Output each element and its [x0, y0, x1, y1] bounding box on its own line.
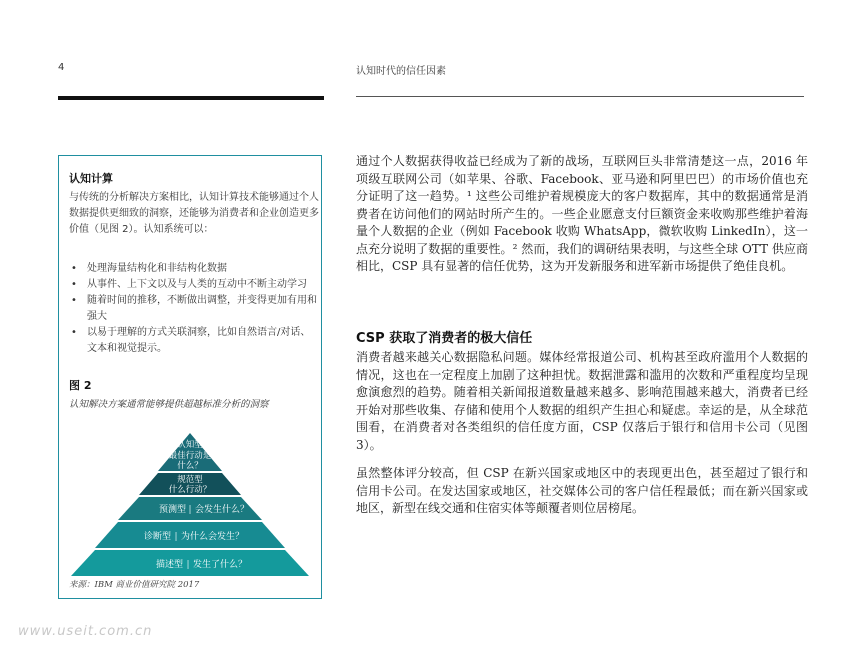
analytics-pyramid: [59, 418, 321, 578]
header-rule-right: [356, 96, 804, 97]
body-paragraph-3: 虽然整体评分较高，但 CSP 在新兴国家或地区中的表现更出色，甚至超过了银行和信用卡公司。在发达国家或地区，社交媒体公司的客户信任程最低；而在新兴国家或地区，新型在线交通和住宿实体等颠覆者则位居榜尾。: [356, 466, 808, 515]
body-paragraph-1: 通过个人数据获得收益已经成为了新的战场，互联网巨头非常清楚这一点，2016 年项级互联网公司（如苹果、谷歌、Facebook、亚马逊和阿里巴巴）的市场价值也充分证明了这一趋势。¹ 这些公司维护着规模庞大的客户数据库，其中的数据通常是消费者在访问他们的网站时所产生的。一些企业愿意支付巨额资金来收购那些维护着海量个人数据的企业（例如 Facebook 收购 WhatsApp，微软收购 LinkedIn），这一点充分说明了数据的重要性。² 然而，我们的调研结果表明，与这些全球 OTT 供应商相比，CSP 具有显著的信任优势，这为开发新服务和进军新市场提供了绝佳良机。: [356, 154, 808, 273]
bullet-item: • 随着时间的推移，不断做出调整，并变得更加有用和强大: [69, 293, 319, 325]
pyramid-descriptive-label: 描述型: [155, 560, 183, 570]
page-number: 4: [58, 62, 65, 73]
figure-label: 图 2: [69, 379, 92, 392]
section-heading: CSP 获取了消费者的极大信任: [356, 331, 533, 346]
pyramid-predictive-label: 预测型: [158, 505, 186, 515]
running-title: 认知时代的信任因素: [356, 66, 446, 77]
figure-source: 来源：IBM 商业价值研究院 2017: [69, 580, 200, 590]
pyramid-diagnostic-label: 诊断型: [143, 532, 171, 542]
sidebar-box: [58, 155, 322, 599]
sidebar-intro: 与传统的分析解决方案相比，认知计算技术能够通过个人数据提供更细致的洞察，还能够为消费者和企业创造更多价值（见图 2）。认知系统可以：: [69, 192, 319, 235]
pyramid-cognitive-line2: 最佳行动是: [168, 451, 212, 461]
pyramid-separator: |: [188, 505, 192, 515]
pyramid-descriptive-question: 发生了什么？: [193, 560, 248, 570]
pyramid-cognitive-line1: 认知型: [177, 440, 203, 450]
pyramid-cognitive-line3: 什么？: [177, 461, 203, 471]
bullet-item: • 以易于理解的方式关联洞察，比如自然语言/对话、文本和视觉提示。: [69, 325, 319, 357]
pyramid-prescriptive-line2: 什么行动？: [168, 485, 212, 495]
pyramid-level-descriptive: [71, 550, 309, 576]
bullet-item: • 从事件、上下文以及与人类的互动中不断主动学习: [69, 277, 319, 293]
header-rule-left: [58, 96, 324, 100]
pyramid-diagnostic-question: 为什么会发生？: [181, 532, 245, 542]
body-paragraph-2: 消费者越来越关心数据隐私问题。媒体经常报道公司、机构甚至政府滥用个人数据的情况，这也在一定程度上加剧了这种担忧。数据泄露和滥用的次数和严重程度均呈现愈演愈烈的趋势。随着相关新闻报道数量越来越多、影响范围越来越大，消费者已经开始对那些收集、存储和使用个人数据的组织产生担心和疑虑。幸运的是，从全球范围看，在消费者对各类组织的信任度方面，CSP 仅落后于银行和信用卡公司（见图 3）。: [356, 350, 808, 452]
sidebar-title: 认知计算: [69, 172, 113, 185]
figure-caption: 认知解决方案通常能够提供超越标准分析的洞察: [69, 399, 269, 410]
pyramid-separator: |: [174, 532, 178, 542]
pyramid-predictive-question: 会发生什么？: [195, 505, 250, 515]
bullet-item: • 处理海量结构化和非结构化数据: [69, 261, 319, 277]
sidebar-bullet-list: [69, 261, 319, 357]
watermark: www.useit.com.cn: [18, 624, 153, 639]
pyramid-separator: |: [186, 560, 190, 570]
pyramid-prescriptive-line1: 规范型: [177, 475, 203, 485]
